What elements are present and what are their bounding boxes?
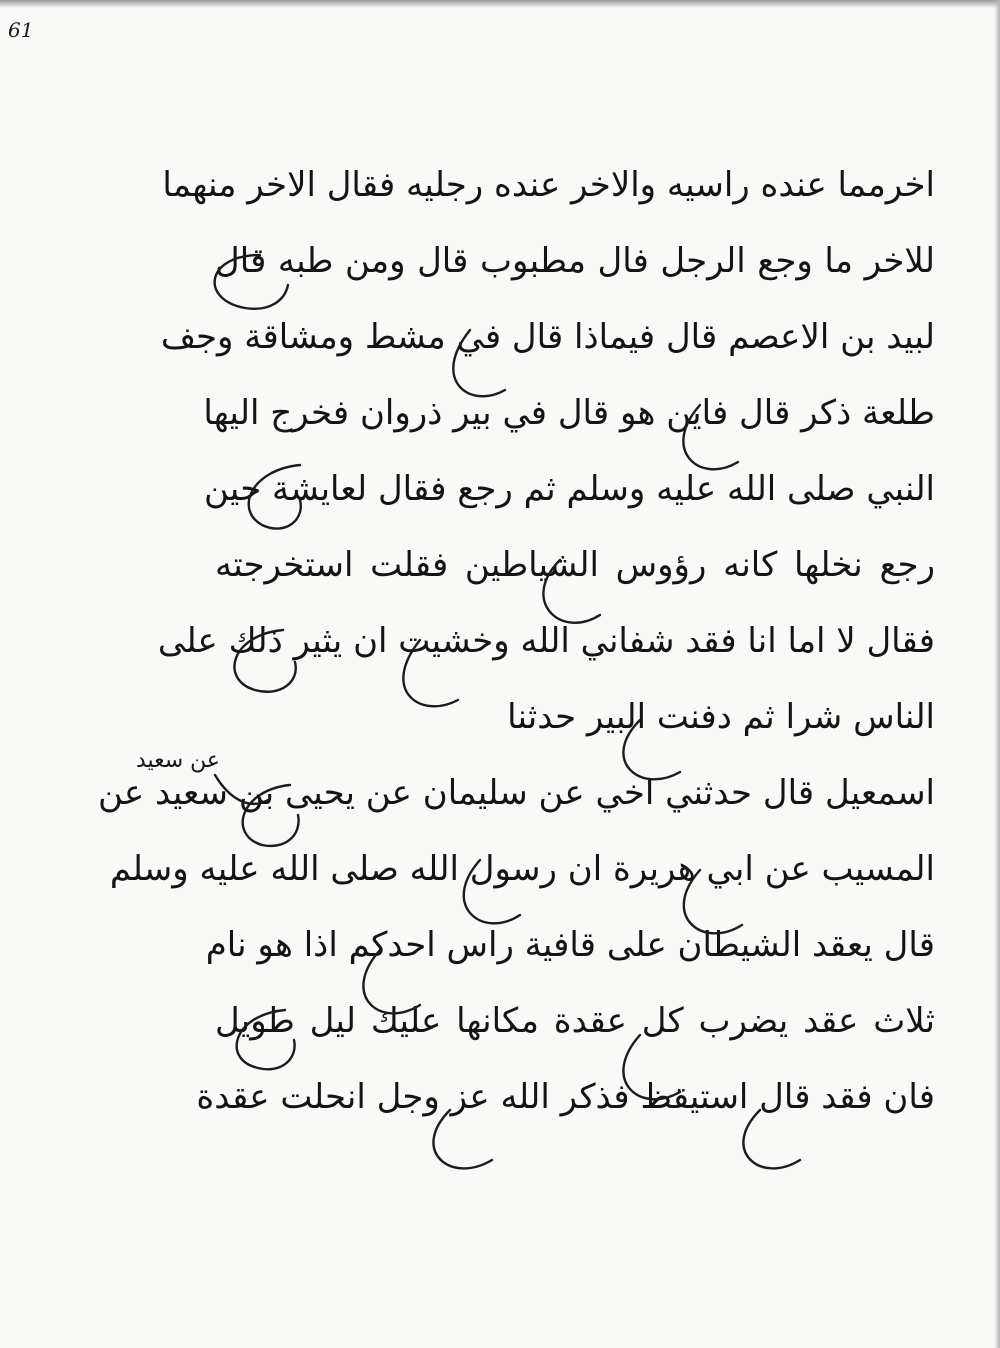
text-line-2: للاخر ما وجع الرجل فال مطبوب قال ومن طبه قال bbox=[215, 241, 935, 281]
text-line-9: اسمعيل قال حدثني اخي عن سليمان عن يحيى بن سعيد عن bbox=[98, 773, 935, 813]
text-line-3: لبيد بن الاعصم قال فيماذا قال في مشط ومشاقة وجف bbox=[160, 317, 935, 357]
page-right-edge bbox=[994, 0, 1000, 1348]
folio-number: 61 bbox=[8, 18, 34, 42]
text-line-13: فان فقد قال استيقظ فذكر الله عز وجل انحلت عقدة bbox=[196, 1077, 935, 1117]
margin-note: عن سعيد bbox=[135, 748, 221, 773]
text-line-11: قال يعقد الشيطان على قافية راس احدكم اذا هو نام bbox=[205, 925, 935, 965]
text-line-6: رجع نخلها كانه رؤوس الشياطين فقلت استخرجته bbox=[215, 545, 935, 585]
text-line-4: طلعة ذكر قال فاين هو قال في بير ذروان فخرج اليها bbox=[203, 393, 935, 433]
text-line-7: فقال لا اما انا فقد شفاني الله وخشيت ان يثير ذلك على bbox=[157, 621, 935, 661]
text-line-5: النبي صلى الله عليه وسلم ثم رجع فقال لعايشة حين bbox=[204, 469, 935, 509]
text-line-8: الناس شرا ثم دفنت البير حدثنا bbox=[507, 697, 935, 737]
page-top-edge bbox=[0, 0, 1000, 8]
text-line-10: المسيب عن ابي هريرة ان رسول الله صلى الله عليه وسلم bbox=[109, 849, 935, 889]
text-line-1: اخرمما عنده راسيه والاخر عنده رجليه فقال الاخر منهما bbox=[162, 165, 935, 205]
text-line-12: ثلاث عقد يضرب كل عقدة مكانها عليك ليل طويل bbox=[215, 1001, 935, 1041]
